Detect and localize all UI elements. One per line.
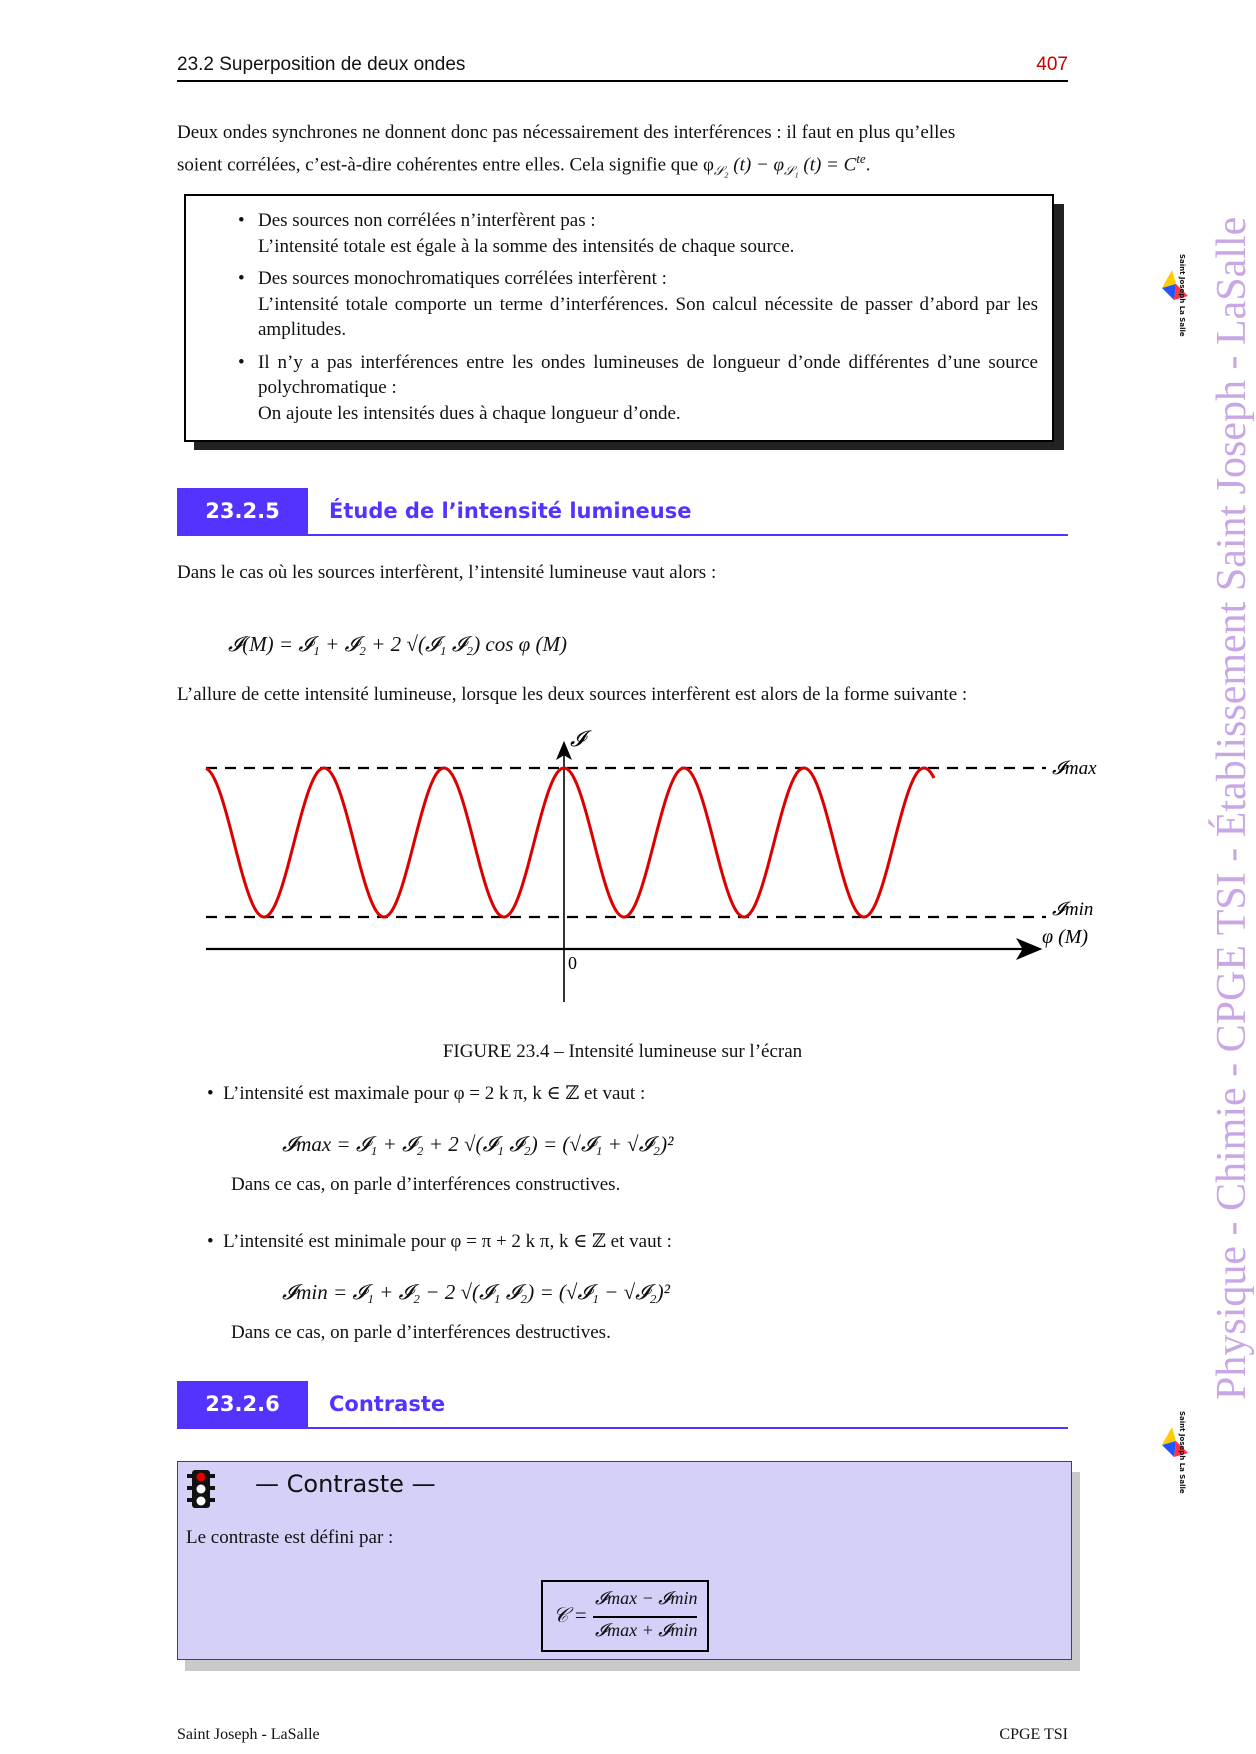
header-rule: [177, 80, 1068, 82]
fraction-bar: [593, 1616, 697, 1618]
definition-text: Le contraste est défini par :: [186, 1527, 394, 1548]
running-header-title: 23.2 Superposition de deux ondes: [177, 54, 466, 75]
max-level-label: 𝓘max: [1052, 758, 1097, 779]
section-rule: [177, 534, 1068, 536]
paragraph-sources: Dans le cas où les sources interfèrent, l’intensité lumineuse vaut alors :: [177, 562, 717, 583]
summary-list: [186, 208, 1052, 426]
x-axis-label: φ (M): [1042, 926, 1089, 948]
sidebar-vertical-text: Physique - Chimie - CPGE TSI - Établissement Saint Joseph - LaSalle: [1209, 216, 1255, 1400]
intro-line-1: Deux ondes synchrones ne donnent donc pas nécessairement des interférences : il faut en plus qu’elles: [177, 122, 956, 143]
section-heading: Contraste: [329, 1392, 446, 1416]
section-heading: Étude de l’intensité lumineuse: [329, 499, 692, 523]
summary-box: [184, 194, 1054, 442]
traffic-light-icon: [186, 1468, 216, 1510]
max-item: • L’intensité est maximale pour φ = 2 k π, k ∈ ℤ et vaut :: [207, 1083, 646, 1104]
section-number: 23.2.6: [177, 1381, 308, 1427]
contrast-numerator: 𝓘max − 𝓘min: [595, 1588, 698, 1608]
min-formula: 𝓘min = 𝓘₁ + 𝓘₂ − 2 √(𝓘₁ 𝓘₂) = (√𝓘₁ − √𝓘₂)²: [282, 1280, 670, 1304]
list-item: • Il n’y a pas interférences entre les ondes lumineuses de longueur d’onde différentes d’une source polychromatique : On ajoute les intensités dues à chaque longueur d’onde.: [238, 351, 1038, 424]
intensity-formula: 𝓘(M) = 𝓘₁ + 𝓘₂ + 2 √(𝓘₁ 𝓘₂) cos φ (M): [228, 632, 568, 656]
intensity-chart: [190, 726, 1110, 1016]
footer-left: Saint Joseph - LaSalle: [177, 1726, 320, 1743]
contrast-denominator: 𝓘max + 𝓘min: [595, 1620, 698, 1640]
min-level-label: 𝓘min: [1052, 899, 1094, 920]
figure-caption: FIGURE 23.4 – Intensité lumineuse sur l’écran: [442, 1041, 803, 1062]
list-item: • Des sources non corrélées n’interfèrent pas : L’intensité totale est égale à la somme des intensités de chaque source.: [238, 210, 795, 257]
logo-text: Saint Joseph La Salle: [1178, 254, 1186, 337]
footer-right: CPGE TSI: [999, 1726, 1068, 1743]
page-number: 407: [1036, 54, 1068, 75]
y-axis-label: 𝓘: [570, 726, 585, 751]
intro-paragraph: [177, 120, 1068, 184]
list-item: • Des sources monochromatiques corrélées interfèrent : L’intensité totale comporte un terme d’interférences. Son calcul nécessite de passer d’abord par les amplitudes.: [238, 268, 1038, 340]
school-logo: [1158, 248, 1204, 337]
max-formula: 𝓘max = 𝓘₁ + 𝓘₂ + 2 √(𝓘₁ 𝓘₂) = (√𝓘₁ + √𝓘₂)²: [282, 1132, 674, 1156]
section-number: 23.2.5: [177, 488, 308, 534]
min-note: Dans ce cas, on parle d’interférences destructives.: [231, 1322, 611, 1343]
school-logo: [1158, 1405, 1204, 1494]
origin-label: 0: [568, 953, 577, 973]
intensity-curve: [206, 768, 934, 917]
contrast-formula-box: [541, 1580, 709, 1652]
paragraph-allure: L’allure de cette intensité lumineuse, lorsque les deux sources interfèrent est alors de la forme suivante :: [177, 684, 968, 705]
section-rule: [177, 1427, 1068, 1429]
logo-text: Saint Joseph La Salle: [1178, 1411, 1186, 1494]
max-note: Dans ce cas, on parle d’interférences constructives.: [231, 1174, 621, 1195]
definition-title: — Contraste —: [255, 1470, 436, 1498]
contrast-lhs: 𝒞 =: [553, 1603, 588, 1627]
min-item: • L’intensité est minimale pour φ = π + 2 k π, k ∈ ℤ et vaut :: [207, 1231, 672, 1252]
intro-line-2: soient corrélées, c’est-à-dire cohérentes entre elles. Cela signifie que $\varphi_{𝒮_2}$ $(t) - \varphi_{𝒮_1}$ $(t) = C^{te}$.: [177, 151, 871, 179]
